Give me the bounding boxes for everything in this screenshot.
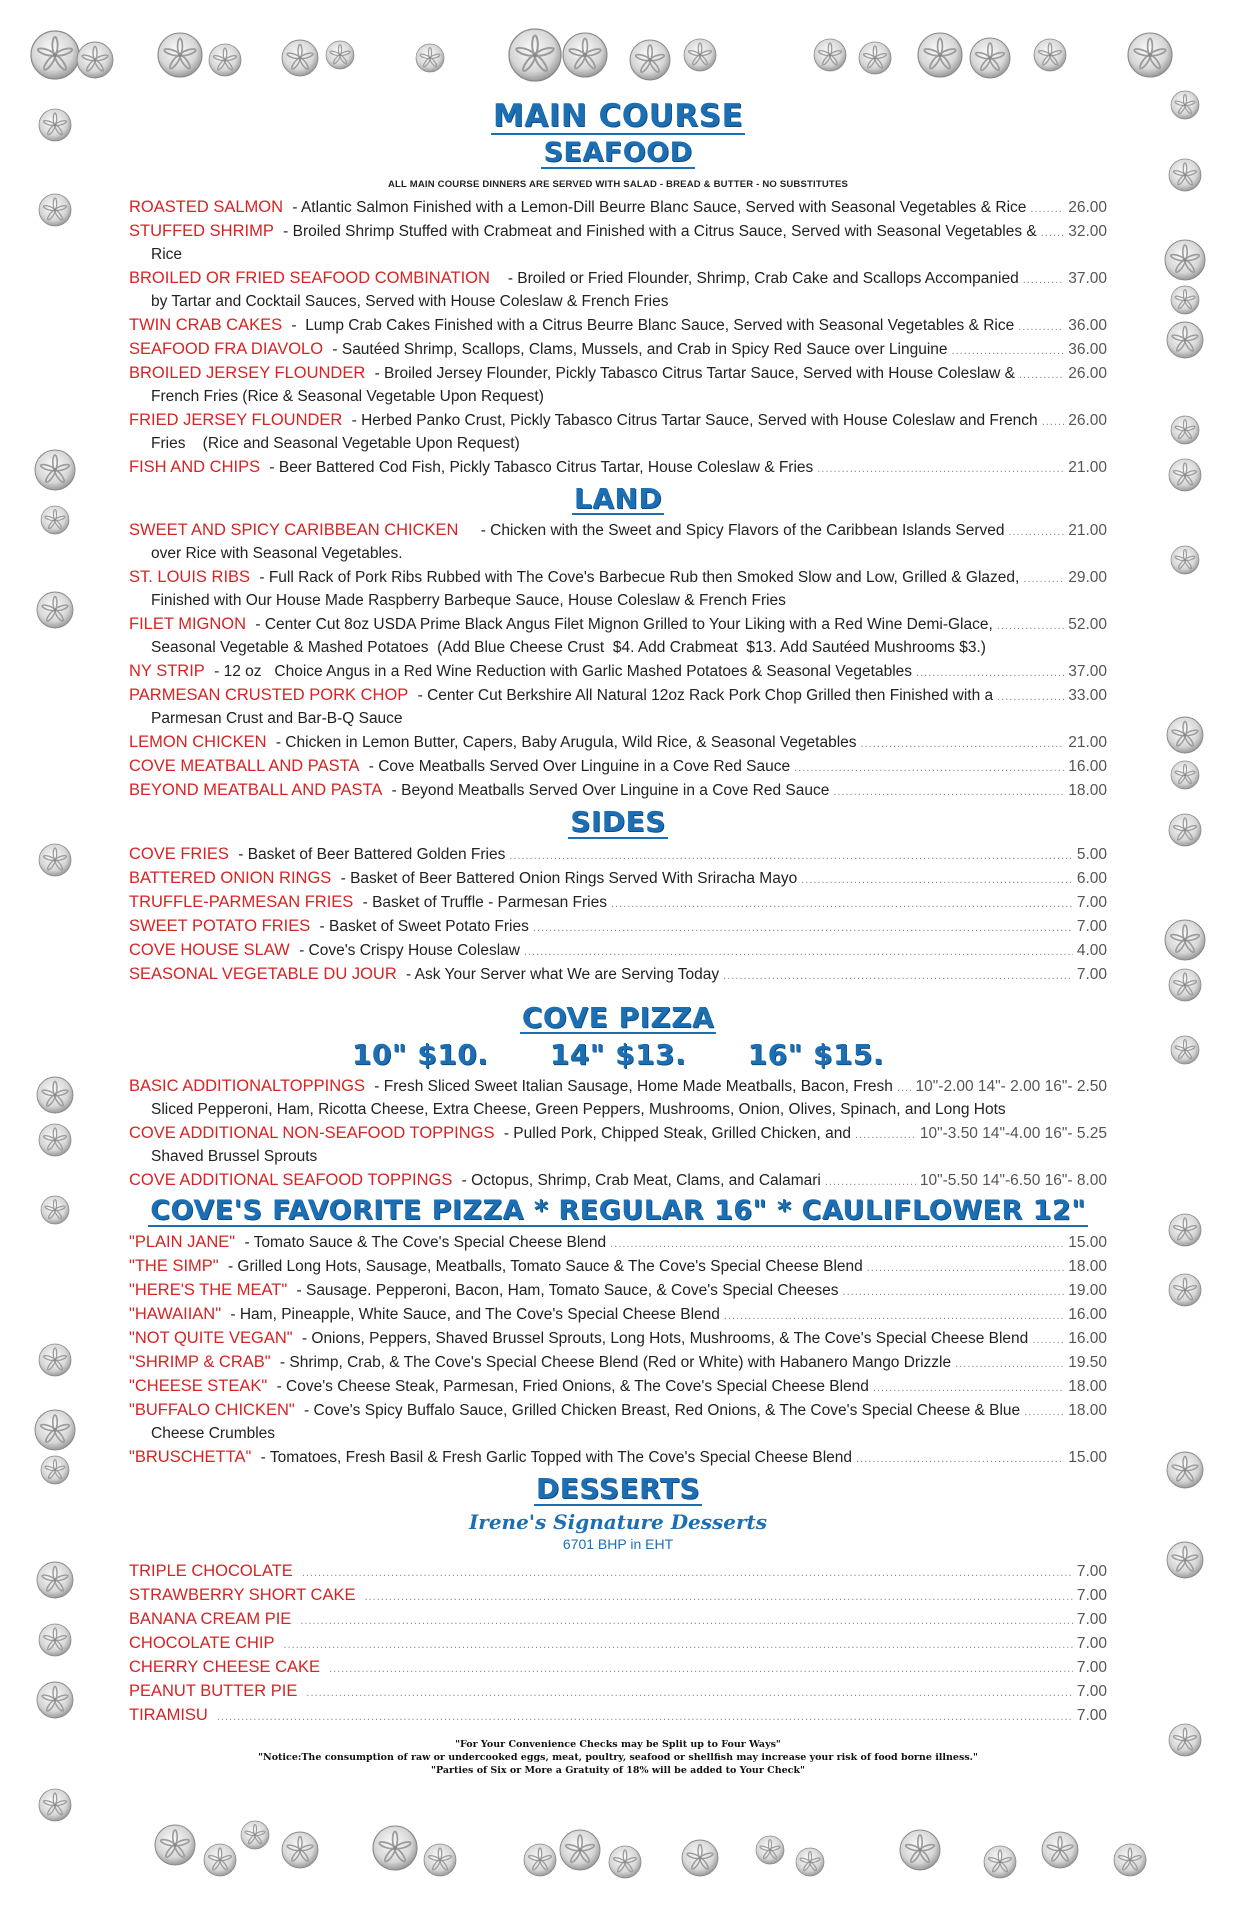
menu-item [129, 660, 1107, 684]
menu-item-description: - Sausage. Pepperoni, Bacon, Ham, Tomato Sauce, & Cove's Special Cheeses [292, 1282, 839, 1300]
menu-item-name: SEAFOOD FRA DIAVOLO [129, 339, 324, 358]
menu-item [129, 1327, 1107, 1351]
dot-leader [329, 1658, 1073, 1680]
menu-item [129, 731, 1107, 755]
menu-item-description: - Tomatoes, Fresh Basil & Fresh Garlic Topped with The Cove's Special Cheese Blend [256, 1449, 853, 1467]
menu-item-description-continued: Seasonal Vegetable & Mashed Potatoes (Add Blue Cheese Crust $4. Add Crabmeat $13. Add Sautéed Mushrooms $3.) [151, 639, 986, 657]
main-course-heading-wrap [129, 98, 1107, 135]
dot-leader [843, 1281, 1065, 1303]
menu-item-price: 32.00 [1068, 222, 1107, 240]
dot-leader [723, 965, 1073, 987]
menu-item-description: - Octopus, Shrimp, Crab Meat, Clams, and Calamari [457, 1172, 821, 1190]
menu-item [129, 613, 1107, 660]
menu-item [129, 519, 1107, 566]
dot-leader [610, 1233, 1064, 1255]
menu-item-price: 33.00 [1068, 687, 1107, 705]
sand-dollar-bottom-row [155, 1821, 1146, 1878]
dot-leader [897, 1077, 912, 1099]
dot-leader [1030, 198, 1064, 220]
menu-item-description-continued: over Rice with Seasonal Vegetables. [151, 545, 403, 563]
menu-item-name: ST. LOUIS RIBS [129, 568, 251, 587]
menu-item-description: - Herbed Panko Crust, Pickly Tabasco Citrus Tartar Sauce, Served with House Coleslaw and French [347, 411, 1038, 429]
menu-item-name: NY STRIP [129, 662, 205, 681]
menu-item-description: - Tomato Sauce & The Cove's Special Cheese Blend [240, 1234, 607, 1252]
main-course-heading: MAIN COURSE [492, 98, 744, 134]
menu-item-price: 26.00 [1068, 411, 1107, 429]
menu-item-description: - Ask Your Server what We are Serving Today [401, 965, 720, 983]
menu-item [129, 1075, 1107, 1122]
dot-leader [1019, 364, 1064, 386]
cove-pizza-heading: COVE PIZZA [521, 1000, 715, 1034]
dot-leader [364, 1586, 1072, 1608]
menu-item-name: "THE SIMP" [129, 1257, 219, 1276]
menu-item-description: - Center Cut 8oz USDA Prime Black Angus Filet Mignon Grilled to Your Liking with a Red Wine Demi-Glace, [251, 616, 993, 634]
menu-item-description-continued: by Tartar and Cocktail Sauces, Served with House Coleslaw & French Fries [151, 292, 669, 310]
menu-item-price: 16.00 [1068, 758, 1107, 776]
menu-item-price: 7.00 [1076, 1586, 1107, 1604]
footer-raw-food-notice: "Notice:The consumption of raw or undercooked eggs, meat, poultry, seafood or shellfish may increase your risk of food borne illness." [258, 1751, 978, 1763]
menu-item-description: - Beyond Meatballs Served Over Linguine in a Cove Red Sauce [387, 782, 830, 800]
menu-item-name: BROILED JERSEY FLOUNDER [129, 363, 366, 382]
menu-item-price: 6.00 [1076, 869, 1107, 887]
menu-item-name: BROILED OR FRIED SEAFOOD COMBINATION [129, 268, 490, 287]
menu-item-price: 4.00 [1076, 941, 1107, 959]
dot-leader [997, 686, 1064, 708]
menu-item-name: "BRUSCHETTA" [129, 1448, 252, 1467]
menu-item-name: COVE MEATBALL AND PASTA [129, 757, 360, 776]
menu-item-description: - Shrimp, Crab, & The Cove's Special Cheese Blend (Red or White) with Habanero Mango Drizzle [275, 1354, 952, 1372]
menu-item-name: LEMON CHICKEN [129, 733, 267, 752]
menu-item-name: FISH AND CHIPS [129, 457, 261, 476]
main-course-notice: ALL MAIN COURSE DINNERS ARE SERVED WITH SALAD - BREAD & BUTTER - NO SUBSTITUTES [387, 178, 849, 190]
menu-item-price: 7.00 [1076, 1562, 1107, 1580]
menu-item-name: ROASTED SALMON [129, 197, 284, 216]
desserts-subtitle: Irene's Signature Desserts [468, 1509, 768, 1534]
menu-item-price: 7.00 [1076, 917, 1107, 935]
menu-item-name: CHOCOLATE CHIP [129, 1633, 275, 1652]
dot-leader [724, 1305, 1064, 1327]
dot-leader [1023, 568, 1064, 590]
dot-leader [833, 781, 1064, 803]
menu-item-description: - Cove's Cheese Steak, Parmesan, Fried Onions, & The Cove's Special Cheese Blend [272, 1378, 869, 1396]
favorite-pizza-list [129, 1231, 1107, 1470]
menu-item-description-continued: Finished with Our House Made Raspberry Barbeque Sauce, House Coleslaw & French Fries [151, 592, 786, 610]
menu-item [129, 779, 1107, 803]
dot-leader [300, 1610, 1073, 1632]
dot-leader [306, 1682, 1072, 1704]
menu-item-description: - 12 oz Choice Angus in a Red Wine Reduction with Garlic Mashed Potatoes & Seasonal Vegetables [209, 663, 913, 681]
menu-item [129, 456, 1107, 480]
dot-leader [867, 1257, 1064, 1279]
menu-item-description: - Sautéed Shrimp, Scallops, Clams, Mussels, and Crab in Spicy Red Sauce over Linguine [328, 340, 948, 358]
menu-item-name: COVE ADDITIONAL SEAFOOD TOPPINGS [129, 1171, 453, 1190]
menu-item-price: 18.00 [1068, 1258, 1107, 1276]
menu-item-description-continued: Parmesan Crust and Bar-B-Q Sauce [151, 710, 403, 728]
seafood-list [129, 196, 1107, 480]
desserts-heading: DESSERTS [535, 1472, 701, 1506]
dot-leader [1042, 411, 1065, 433]
menu-item-price: 21.00 [1068, 734, 1107, 752]
menu-item [129, 867, 1107, 891]
menu-item [129, 1656, 1107, 1680]
menu-item-price: 15.00 [1068, 1449, 1107, 1467]
menu-item [129, 1446, 1107, 1470]
menu-content [129, 0, 1107, 1777]
footer-split-checks: "For Your Convenience Checks may be Split up to Four Ways" [455, 1738, 781, 1750]
dot-leader [855, 1124, 916, 1146]
favorite-pizza-heading: COVE'S FAVORITE PIZZA * REGULAR 16" * CAULIFLOWER 12" [150, 1195, 1086, 1227]
menu-item-description: - Chicken in Lemon Butter, Capers, Baby Arugula, Wild Rice, & Seasonal Vegetables [271, 734, 857, 752]
menu-item [129, 843, 1107, 867]
menu-item-price: 18.00 [1068, 782, 1107, 800]
menu-item [129, 1680, 1107, 1704]
menu-item-description: - Ham, Pineapple, White Sauce, and The Cove's Special Cheese Blend [226, 1306, 720, 1324]
menu-item [129, 409, 1107, 456]
menu-item-description: - Lump Crab Cakes Finished with a Citrus Beurre Blanc Sauce, Served with Seasonal Vegetables & Rice [287, 316, 1015, 334]
menu-item [129, 1255, 1107, 1279]
dot-leader [217, 1706, 1073, 1728]
pizza-toppings-list [129, 1075, 1107, 1193]
menu-item-name: FRIED JERSEY FLOUNDER [129, 410, 343, 429]
dot-leader [916, 662, 1064, 684]
dot-leader [283, 1634, 1072, 1656]
dot-leader [861, 733, 1065, 755]
sand-dollar-right-column [1165, 159, 1205, 1756]
menu-item-description: - Center Cut Berkshire All Natural 12oz Rack Pork Chop Grilled then Finished with a [413, 687, 994, 705]
menu-item [129, 220, 1107, 267]
menu-item-name: STUFFED SHRIMP [129, 221, 274, 240]
menu-item-price: 16.00 [1068, 1330, 1107, 1348]
menu-item-name: "CHEESE STEAK" [129, 1377, 268, 1396]
dot-leader [955, 1353, 1064, 1375]
menu-item-price: 10"-2.00 14"- 2.00 16"- 2.50 [915, 1078, 1107, 1096]
menu-item-price: 52.00 [1068, 616, 1107, 634]
menu-item [129, 362, 1107, 409]
desserts-list [129, 1560, 1107, 1728]
menu-item [129, 566, 1107, 613]
menu-item [129, 755, 1107, 779]
menu-item [129, 338, 1107, 362]
menu-item-name: TRUFFLE-PARMESAN FRIES [129, 892, 354, 911]
menu-item-name: BANANA CREAM PIE [129, 1609, 292, 1628]
menu-item-name: PARMESAN CRUSTED PORK CHOP [129, 686, 409, 705]
menu-item-description: - Basket of Sweet Potato Fries [315, 917, 529, 935]
dot-leader [1041, 222, 1064, 244]
menu-item-name: BASIC ADDITIONALTOPPINGS [129, 1077, 365, 1096]
menu-item-description: - Full Rack of Pork Ribs Rubbed with The Cove's Barbecue Rub then Smoked Slow and Low, Grilled & Glazed, [255, 569, 1020, 587]
menu-item-description-continued: French Fries (Rice & Seasonal Vegetable Upon Request) [151, 387, 544, 405]
menu-item-price: 37.00 [1068, 663, 1107, 681]
menu-item [129, 1351, 1107, 1375]
menu-item-price: 7.00 [1076, 1706, 1107, 1724]
menu-item [129, 1632, 1107, 1656]
dot-leader [825, 1171, 916, 1193]
menu-item-price: 36.00 [1068, 340, 1107, 358]
menu-item-name: "HERE'S THE MEAT" [129, 1281, 288, 1300]
menu-item-price: 16.00 [1068, 1306, 1107, 1324]
menu-item-price: 7.00 [1076, 1610, 1107, 1628]
menu-item-description: - Grilled Long Hots, Sausage, Meatballs, Tomato Sauce & The Cove's Special Cheese Blend [223, 1258, 863, 1276]
dot-leader [801, 869, 1073, 891]
menu-item-name: COVE FRIES [129, 844, 229, 863]
menu-item [129, 915, 1107, 939]
menu-item-description: - Basket of Truffle - Parmesan Fries [358, 893, 607, 911]
dot-leader [873, 1377, 1064, 1399]
land-heading: LAND [573, 481, 663, 515]
menu-item-price: 36.00 [1068, 316, 1107, 334]
dot-leader [302, 1562, 1073, 1584]
menu-item-description: - Cove's Spicy Buffalo Sauce, Grilled Chicken Breast, Red Onions, & The Cove's Special Cheese & Blue [299, 1402, 1021, 1420]
menu-item [129, 267, 1107, 314]
dot-leader [1023, 269, 1064, 291]
menu-item-description: - Cove's Crispy House Coleslaw [294, 941, 520, 959]
menu-item-name: "HAWAIIAN" [129, 1305, 222, 1324]
menu-item-price: 21.00 [1068, 522, 1107, 540]
menu-item-price: 5.00 [1076, 845, 1107, 863]
menu-item-description-continued: Cheese Crumbles [151, 1425, 276, 1443]
menu-item-description-continued: Fries (Rice and Seasonal Vegetable Upon Request) [151, 434, 520, 452]
menu-item-name: COVE ADDITIONAL NON-SEAFOOD TOPPINGS [129, 1124, 495, 1143]
seafood-heading: SEAFOOD [543, 136, 693, 168]
desserts-address: 6701 BHP in EHT [562, 1535, 674, 1552]
menu-item [129, 314, 1107, 338]
menu-item-price: 19.50 [1068, 1354, 1107, 1372]
menu-item-price: 7.00 [1076, 965, 1107, 983]
sides-list [129, 843, 1107, 987]
menu-item-price: 18.00 [1068, 1378, 1107, 1396]
menu-item-name: "PLAIN JANE" [129, 1233, 236, 1252]
menu-item-price: 21.00 [1068, 458, 1107, 476]
land-list [129, 519, 1107, 803]
menu-item-description: - Basket of Beer Battered Onion Rings Served With Sriracha Mayo [336, 869, 798, 887]
menu-item-name: CHERRY CHEESE CAKE [129, 1657, 321, 1676]
menu-item [129, 963, 1107, 987]
dot-leader [1024, 1401, 1064, 1423]
menu-item-price: 18.00 [1068, 1402, 1107, 1420]
menu-item-name: SWEET POTATO FRIES [129, 916, 311, 935]
menu-item-name: "BUFFALO CHICKEN" [129, 1401, 295, 1420]
menu-item-price: 15.00 [1068, 1234, 1107, 1252]
menu-item-name: TRIPLE CHOCOLATE [129, 1561, 293, 1580]
dot-leader [1009, 521, 1065, 543]
menu-item-name: PEANUT BUTTER PIE [129, 1681, 298, 1700]
dot-leader [856, 1448, 1064, 1470]
menu-item-description-continued: Rice [151, 245, 183, 263]
dot-leader [509, 845, 1073, 867]
menu-item [129, 1169, 1107, 1193]
menu-item-description: - Fresh Sliced Sweet Italian Sausage, Home Made Meatballs, Bacon, Fresh [369, 1078, 893, 1096]
menu-item [129, 1231, 1107, 1255]
menu-item-description: - Onions, Peppers, Shaved Brussel Sprouts, Long Hots, Mushrooms, & The Cove's Special Cheese Blend [297, 1330, 1029, 1348]
pizza-sizes-heading: 10" $10. 14" $13. 16" $15. [351, 1038, 885, 1072]
menu-item-name: BEYOND MEATBALL AND PASTA [129, 781, 383, 800]
menu-item-description: - Pulled Pork, Chipped Steak, Grilled Chicken, and [499, 1125, 852, 1143]
dot-leader [524, 941, 1073, 963]
dot-leader [817, 458, 1064, 480]
menu-item [129, 684, 1107, 731]
menu-item-name: COVE HOUSE SLAW [129, 940, 290, 959]
menu-item-price: 10"-3.50 14"-4.00 16"- 5.25 [919, 1125, 1107, 1143]
menu-item-price: 26.00 [1068, 198, 1107, 216]
menu-item-name: BATTERED ONION RINGS [129, 868, 332, 887]
menu-item-name: TWIN CRAB CAKES [129, 315, 283, 334]
dot-leader [611, 893, 1073, 915]
menu-item-name: "NOT QUITE VEGAN" [129, 1329, 293, 1348]
menu-item-price: 7.00 [1076, 893, 1107, 911]
menu-item [129, 1560, 1107, 1584]
dot-leader [1032, 1329, 1064, 1351]
menu-item-price: 7.00 [1076, 1682, 1107, 1700]
menu-item-price: 29.00 [1068, 569, 1107, 587]
dot-leader [533, 917, 1073, 939]
menu-item-name: FILET MIGNON [129, 615, 247, 634]
menu-item-name: STRAWBERRY SHORT CAKE [129, 1585, 356, 1604]
menu-item [129, 196, 1107, 220]
menu-item-price: 10"-5.50 14"-6.50 16"- 8.00 [919, 1172, 1107, 1190]
menu-item-description: - Broiled Shrimp Stuffed with Crabmeat and Finished with a Citrus Sauce, Served with Seasonal Vegetables & [278, 222, 1037, 240]
menu-item-description-continued: Shaved Brussel Sprouts [151, 1148, 318, 1166]
menu-item-price: 7.00 [1076, 1634, 1107, 1652]
menu-item [129, 1122, 1107, 1169]
menu-item-description: - Chicken with the Sweet and Spicy Flavors of the Caribbean Islands Served [463, 522, 1005, 540]
menu-item [129, 1608, 1107, 1632]
menu-item [129, 1584, 1107, 1608]
menu-item-description: - Broiled Jersey Flounder, Pickly Tabasco Citrus Tartar Sauce, Served with House Coleslaw & [370, 364, 1015, 382]
menu-item-name: "SHRIMP & CRAB" [129, 1353, 271, 1372]
dot-leader [1018, 316, 1064, 338]
dot-leader [997, 615, 1064, 637]
menu-item [129, 1704, 1107, 1728]
menu-item [129, 1375, 1107, 1399]
dot-leader [952, 340, 1065, 362]
menu-item-description: - Broiled or Fried Flounder, Shrimp, Crab Cake and Scallops Accompanied [494, 269, 1019, 287]
footer-notices [129, 1738, 1107, 1777]
menu-item-description: - Atlantic Salmon Finished with a Lemon-Dill Beurre Blanc Sauce, Served with Seasonal Vegetables & Rice [288, 198, 1027, 216]
sand-dollar-left-column [35, 194, 75, 1821]
menu-item-description: - Basket of Beer Battered Golden Fries [233, 845, 506, 863]
menu-item-name: SWEET AND SPICY CARIBBEAN CHICKEN [129, 521, 459, 540]
menu-item-name: TIRAMISU [129, 1705, 208, 1724]
sides-heading: SIDES [570, 805, 666, 839]
menu-item [129, 1279, 1107, 1303]
menu-item-description-continued: Sliced Pepperoni, Ham, Ricotta Cheese, Extra Cheese, Green Peppers, Mushrooms, Onion, Olives, Spinach, and Long Hots [151, 1101, 1006, 1119]
footer-gratuity-notice: "Parties of Six or More a Gratuity of 18% will be added to Your Check" [431, 1764, 805, 1776]
dot-leader [794, 757, 1064, 779]
menu-item-name: SEASONAL VEGETABLE DU JOUR [129, 964, 397, 983]
menu-item-price: 7.00 [1076, 1658, 1107, 1676]
menu-item-price: 37.00 [1068, 269, 1107, 287]
menu-item-price: 26.00 [1068, 364, 1107, 382]
menu-item-price: 19.00 [1068, 1282, 1107, 1300]
menu-item [129, 1303, 1107, 1327]
menu-item [129, 939, 1107, 963]
menu-item [129, 891, 1107, 915]
menu-item-description: - Beer Battered Cod Fish, Pickly Tabasco Citrus Tartar, House Coleslaw & Fries [265, 458, 814, 476]
menu-item [129, 1399, 1107, 1446]
menu-item-description: - Cove Meatballs Served Over Linguine in a Cove Red Sauce [364, 758, 791, 776]
